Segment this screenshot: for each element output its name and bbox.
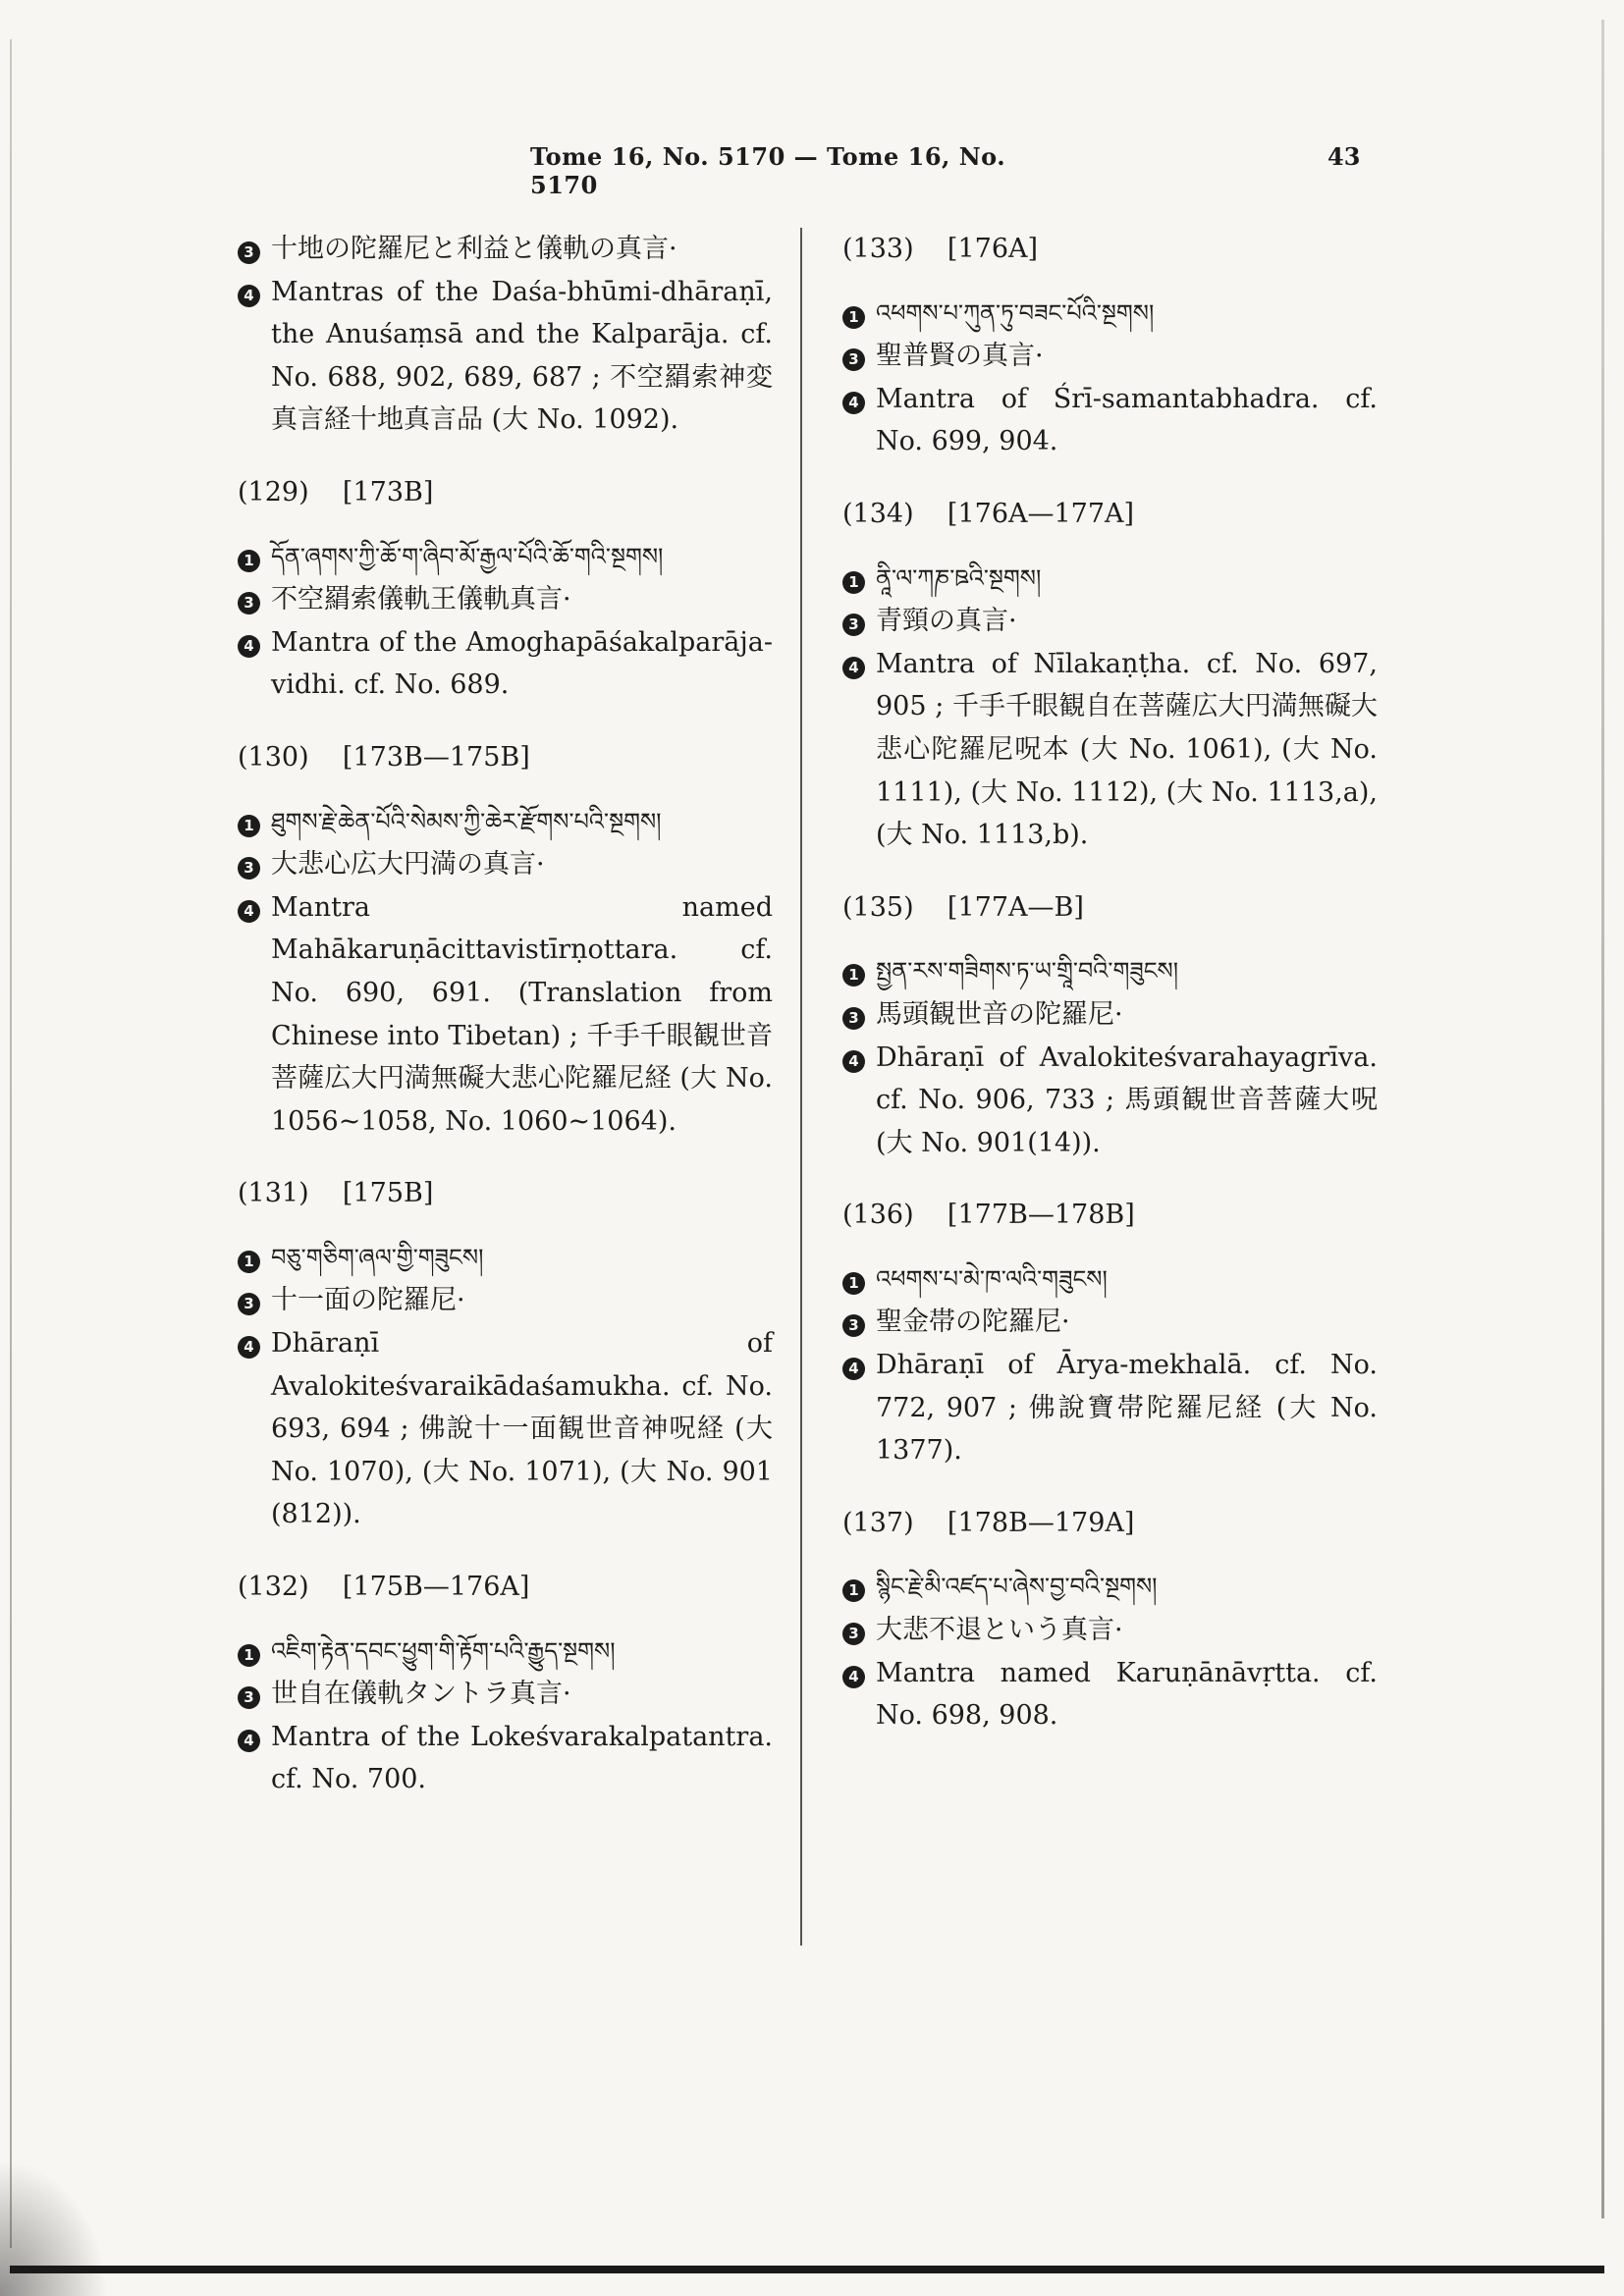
- page-edge-right: [1601, 20, 1604, 2218]
- circled-number-icon: [842, 1609, 876, 1652]
- circled-number-icon: [842, 335, 876, 378]
- marker-label: 1: [842, 1579, 865, 1602]
- marker-label: 4: [842, 1050, 865, 1073]
- entry-spacer: [238, 442, 773, 471]
- catalog-entry: [842, 1194, 1378, 1472]
- entry-line: [842, 558, 1378, 601]
- circled-number-icon: [842, 643, 876, 686]
- entry-number: (133) [176A]: [842, 234, 1039, 264]
- marker-label: 1: [238, 1251, 260, 1273]
- entry-text: Dhāraṇī of Avalokiteśvaraikādaśamukha. cf. No. 693, 694 ; 佛說十一面観世音神呪経 (大 No. 1070), (大 No. 1071), (大 No. 901 (812)).: [271, 1328, 773, 1530]
- marker-label: 3: [238, 1686, 260, 1709]
- entry-text: Mantras of the Daśa-bhūmi-dhāraṇī, the Anuśaṃsā and the Kalparāja. cf. No. 688, 902, 689, 687 ; 不空羂索神変真言経十地真言品 (大 No. 1092).: [271, 276, 773, 436]
- marker-label: 4: [238, 1336, 260, 1359]
- marker-label: 4: [238, 285, 260, 307]
- bottom-edge-line: [10, 2266, 1604, 2273]
- catalog-entry: [238, 228, 773, 442]
- circled-number-icon: [842, 600, 876, 643]
- entry-number: (134) [176A—177A]: [842, 498, 1135, 529]
- entry-number: (130) [173B—175B]: [238, 741, 530, 773]
- entry-text: Mantra of Śrī-samantabhadra. cf. No. 699, 904.: [876, 383, 1378, 457]
- catalog-entry: [842, 493, 1378, 857]
- entry-line: [842, 335, 1378, 378]
- marker-label: 1: [238, 815, 260, 837]
- entry-line: [238, 1322, 773, 1536]
- entry-spacer: [238, 1143, 773, 1172]
- left-column: [238, 228, 773, 1801]
- tibetan-title: འཇིག་རྟེན་དབང་ཕྱུག་གི་རྟོག་པའི་རྒྱུད་སྔགས།: [271, 1636, 616, 1665]
- circled-number-icon: [238, 1673, 271, 1716]
- marker-label: 4: [842, 1358, 865, 1380]
- entry-line: [842, 1301, 1378, 1344]
- circled-number-icon: [842, 950, 876, 993]
- entry-number: (136) [177B—178B]: [842, 1200, 1135, 1231]
- marker-label: 3: [238, 857, 260, 880]
- circled-number-icon: [238, 621, 271, 665]
- entry-number: (131) [175B]: [238, 1178, 434, 1209]
- entry-line: [842, 600, 1378, 643]
- catalog-entry: [238, 471, 773, 707]
- entry-line: [238, 578, 773, 621]
- circled-number-icon: [238, 271, 271, 314]
- catalog-entry: [238, 1172, 773, 1536]
- marker-label: 3: [238, 241, 260, 264]
- entry-text: Mantra of the Lokeśvarakalpatantra. cf. No. 700.: [271, 1721, 773, 1795]
- marker-label: 4: [238, 900, 260, 923]
- circled-number-icon: [238, 536, 271, 579]
- circled-number-icon: [842, 1037, 876, 1080]
- marker-label: 3: [238, 592, 260, 614]
- entry-line: [238, 843, 773, 886]
- entry-text: Mantra of the Amoghapāśakalparāja-vidhi. cf. No. 689.: [271, 626, 773, 701]
- circled-number-icon: [238, 1630, 271, 1674]
- marker-label: 1: [842, 306, 865, 329]
- entry-text: 大悲心広大円満の真言·: [271, 849, 545, 881]
- circled-number-icon: [842, 293, 876, 336]
- marker-label: 4: [238, 635, 260, 658]
- tibetan-title: ནཱི་ལ་ཀཎ་ཋའི་སྔགས།: [876, 563, 1042, 592]
- tibetan-title: དོན་ཞགས་ཀྱི་ཆོ་ག་ཞིབ་མོ་རྒྱལ་པོའི་ཆོ་གའི་སྔགས།: [271, 542, 664, 570]
- circled-number-icon: [842, 1301, 876, 1344]
- entry-line: [842, 293, 1378, 336]
- entry-text: 世自在儀軌タントラ真言·: [271, 1679, 571, 1710]
- entry-number-spacer: [842, 1544, 1378, 1566]
- circled-number-icon: [842, 993, 876, 1037]
- circled-number-icon: [842, 378, 876, 421]
- entry-text: 聖普賢の真言·: [876, 341, 1044, 372]
- entry-line: [238, 1673, 773, 1716]
- marker-label: 4: [842, 657, 865, 679]
- marker-label: 1: [842, 571, 865, 594]
- entry-line: [238, 621, 773, 707]
- entry-spacer: [842, 463, 1378, 493]
- entry-line: [238, 801, 773, 844]
- marker-label: 1: [842, 1272, 865, 1295]
- scan-smudge: [0, 2160, 108, 2296]
- circled-number-icon: [842, 1344, 876, 1387]
- entry-line: [238, 228, 773, 271]
- marker-label: 3: [842, 1007, 865, 1030]
- tibetan-title: སྙིང་རྗེ་མི་འཛད་པ་ཞེས་བྱ་བའི་སྔགས།: [876, 1573, 1158, 1601]
- entry-line: [238, 1279, 773, 1322]
- entry-line: [238, 536, 773, 579]
- page-edge-left: [10, 39, 12, 2248]
- circled-number-icon: [238, 801, 271, 844]
- page-number: 43: [1327, 142, 1361, 171]
- entry-number-spacer: [238, 514, 773, 536]
- entry-text: 十一面の陀羅尼·: [271, 1285, 465, 1316]
- entry-number: (137) [178B—179A]: [842, 1507, 1135, 1538]
- entry-text: 馬頭観世音の陀羅尼·: [876, 998, 1123, 1030]
- tibetan-title: སྤྱན་རས་གཟིགས་ཏ་ཡ་གྲཱི་བའི་གཟུངས།: [876, 957, 1179, 986]
- running-title: Tome 16, No. 5170 — Tome 16, No. 5170: [530, 142, 1006, 199]
- entry-number-spacer: [842, 271, 1378, 293]
- entry-text: Dhāraṇī of Ārya-mekhalā. cf. No. 772, 907 ; 佛說寶帯陀羅尼経 (大 No. 1377).: [876, 1350, 1378, 1467]
- entry-text: 青頸の真言·: [876, 606, 1017, 637]
- entry-text: Mantra named Karuṇānāvṛtta. cf. No. 698, 908.: [876, 1657, 1378, 1732]
- marker-label: 4: [842, 392, 865, 414]
- tibetan-title: ཐུགས་རྗེ་ཆེན་པོའི་སེམས་ཀྱི་ཆེར་རྫོགས་པའི་སྔགས།: [271, 807, 662, 835]
- entry-line: [842, 1344, 1378, 1472]
- entry-line: [238, 1716, 773, 1801]
- circled-number-icon: [842, 1652, 876, 1695]
- entry-spacer: [842, 1164, 1378, 1194]
- column-divider: [800, 228, 802, 1946]
- circled-number-icon: [842, 1566, 876, 1609]
- entry-spacer: [842, 857, 1378, 886]
- entry-number-spacer: [842, 929, 1378, 950]
- circled-number-icon: [842, 1258, 876, 1302]
- entry-number-spacer: [842, 536, 1378, 558]
- entry-number: (135) [177A—B]: [842, 891, 1084, 923]
- marker-label: 3: [842, 1623, 865, 1645]
- tibetan-title: བཅུ་གཅིག་ཞལ་གྱི་གཟུངས།: [271, 1243, 484, 1271]
- catalog-entry: [238, 1566, 773, 1801]
- catalog-entry: [238, 736, 773, 1143]
- entry-spacer: [238, 707, 773, 736]
- marker-label: 3: [842, 614, 865, 636]
- entry-line: [238, 1237, 773, 1280]
- entry-line: [842, 993, 1378, 1037]
- entry-number: (132) [175B—176A]: [238, 1572, 530, 1603]
- marker-label: 3: [842, 1314, 865, 1337]
- entry-spacer: [238, 1536, 773, 1566]
- entry-text: 不空羂索儀軌王儀軌真言·: [271, 584, 571, 615]
- marker-label: 1: [238, 550, 260, 572]
- circled-number-icon: [238, 1716, 271, 1759]
- entry-text: 十地の陀羅尼と利益と儀軌の真言·: [271, 234, 677, 264]
- entry-line: [842, 1566, 1378, 1609]
- entry-text: Mantra of Nīlakaṇṭha. cf. No. 697, 905 ; 千手千眼観自在菩薩広大円満無礙大悲心陀羅尼呪本 (大 No. 1061), (大 No. 1111), (大 No. 1112), (大 No. 1113,a), (大 No. 1113,b).: [876, 648, 1378, 851]
- entry-line: [238, 1630, 773, 1674]
- circled-number-icon: [238, 578, 271, 621]
- entry-line: [842, 1258, 1378, 1302]
- marker-label: 3: [842, 348, 865, 371]
- circled-number-icon: [238, 843, 271, 886]
- catalog-entry: [842, 886, 1378, 1165]
- catalog-entry: [842, 228, 1378, 463]
- tibetan-title: འཕགས་པ་མེ་ཁ་ལའི་གཟུངས།: [876, 1264, 1108, 1293]
- page-header: [0, 142, 1624, 199]
- entry-text: Mantra named Mahākaruṇācittavistīrṇottara. cf. No. 690, 691. (Translation from Chinese into Tibetan) ; 千手千眼観世音菩薩広大円満無礙大悲心陀羅尼経 (大 No. 1056~1058, No. 1060~1064).: [271, 891, 773, 1137]
- circled-number-icon: [238, 1322, 271, 1365]
- entry-line: [842, 378, 1378, 463]
- entry-line: [238, 886, 773, 1144]
- entry-line: [842, 1652, 1378, 1737]
- marker-label: 1: [842, 964, 865, 987]
- marker-label: 4: [842, 1666, 865, 1688]
- entry-number-spacer: [238, 1609, 773, 1630]
- entry-number-spacer: [238, 779, 773, 801]
- circled-number-icon: [238, 1237, 271, 1280]
- entry-spacer: [842, 1472, 1378, 1502]
- marker-label: 4: [238, 1730, 260, 1752]
- right-column: [842, 228, 1378, 1737]
- circled-number-icon: [842, 558, 876, 601]
- entry-line: [842, 950, 1378, 993]
- circled-number-icon: [238, 886, 271, 930]
- entry-text: 大悲不退という真言·: [876, 1615, 1123, 1646]
- circled-number-icon: [238, 228, 271, 271]
- marker-label: 3: [238, 1293, 260, 1315]
- entry-line: [842, 643, 1378, 857]
- circled-number-icon: [238, 1279, 271, 1322]
- marker-label: 1: [238, 1644, 260, 1667]
- entry-line: [238, 271, 773, 442]
- catalog-entry: [842, 1502, 1378, 1737]
- entry-number: (129) [173B]: [238, 476, 434, 507]
- entry-line: [842, 1609, 1378, 1652]
- entry-text: Dhāraṇī of Avalokiteśvarahayagrīva. cf. No. 906, 733 ; 馬頭観世音菩薩大呪 (大 No. 901(14)).: [876, 1041, 1378, 1158]
- entry-number-spacer: [238, 1215, 773, 1237]
- entry-line: [842, 1037, 1378, 1165]
- tibetan-title: འཕགས་པ་ཀུན་ཏུ་བཟང་པོའི་སྔགས།: [876, 298, 1155, 327]
- entry-text: 聖金帯の陀羅尼·: [876, 1307, 1070, 1338]
- entry-number-spacer: [842, 1237, 1378, 1258]
